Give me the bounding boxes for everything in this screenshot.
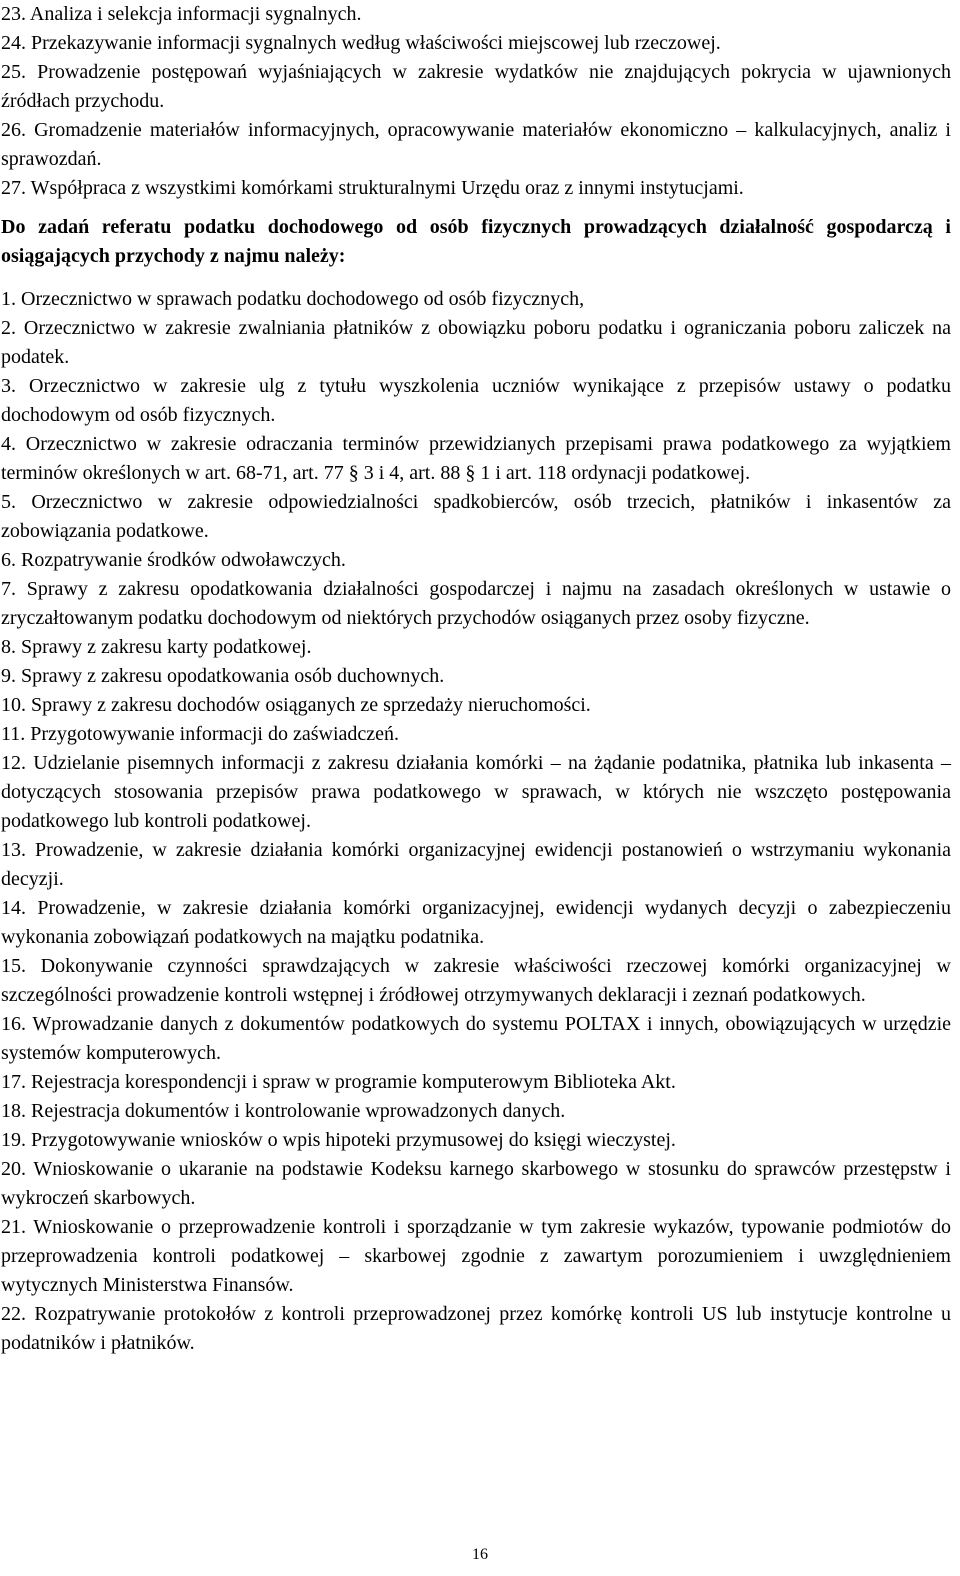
referat-task-list <box>1 285 951 1358</box>
list-item: 17. Rejestracja korespondencji i spraw w programie komputerowym Biblioteka Akt. <box>1 1071 676 1093</box>
list-item: 16. Wprowadzanie danych z dokumentów podatkowych do systemu POLTAX i innych, obowiązujących w urzędzie systemów komputerowych. <box>1 1013 951 1064</box>
list-item: 12. Udzielanie pisemnych informacji z zakresu działania komórki – na żądanie podatnika, płatnika lub inkasenta – dotyczących stosowania przepisów prawa podatkowego w sprawach, w których nie wszczęto postępowania podatkowego lub kontroli podatkowej. <box>1 752 951 832</box>
list-item: 24. Przekazywanie informacji sygnalnych według właściwości miejscowej lub rzeczowej. <box>1 32 721 54</box>
list-item: 7. Sprawy z zakresu opodatkowania działalności gospodarczej i najmu na zasadach określonych w ustawie o zryczałtowanym podatku dochodowym od niektórych przychodów osiąganych przez osoby fizyczne. <box>1 578 951 629</box>
list-item: 2. Orzecznictwo w zakresie zwalniania płatników z obowiązku poboru podatku i ograniczania poboru zaliczek na podatek. <box>1 317 951 368</box>
list-item: 23. Analiza i selekcja informacji sygnalnych. <box>1 3 362 25</box>
document-page <box>1 0 951 1358</box>
page-number: 16 <box>472 1546 488 1563</box>
list-item: 8. Sprawy z zakresu karty podatkowej. <box>1 636 312 658</box>
list-item: 20. Wnioskowanie o ukaranie na podstawie Kodeksu karnego skarbowego w stosunku do sprawców przestępstw i wykroczeń skarbowych. <box>1 1158 951 1209</box>
list-item: 14. Prowadzenie, w zakresie działania komórki organizacyjnej, ewidencji wydanych decyzji o zabezpieczeniu wykonania zobowiązań podatkowych na majątku podatnika. <box>1 897 951 948</box>
section-heading: Do zadań referatu podatku dochodowego od osób fizycznych prowadzących działalność gospodarczą i osiągających przychody z najmu należy: <box>1 216 951 267</box>
list-item: 15. Dokonywanie czynności sprawdzających w zakresie właściwości rzeczowej komórki organizacyjnej w szczególności prowadzenie kontroli wstępnej i źródłowej otrzymywanych deklaracji i zeznań podatkowych. <box>1 955 951 1006</box>
list-item: 22. Rozpatrywanie protokołów z kontroli przeprowadzonej przez komórkę kontroli US lub instytucje kontrolne u podatników i płatników. <box>1 1303 951 1354</box>
list-item: 21. Wnioskowanie o przeprowadzenie kontroli i sporządzanie w tym zakresie wykazów, typowanie podmiotów do przeprowadzenia kontroli podatkowej – skarbowej zgodnie z zawartym porozumieniem i uwzględnieniem wytycznych Ministerstwa Finansów. <box>1 1216 951 1296</box>
list-item: 6. Rozpatrywanie środków odwoławczych. <box>1 549 346 571</box>
list-item: 1. Orzecznictwo w sprawach podatku dochodowego od osób fizycznych, <box>1 288 585 310</box>
list-item: 4. Orzecznictwo w zakresie odraczania terminów przewidzianych przepisami prawa podatkowego za wyjątkiem terminów określonych w art. 68-71, art. 77 § 3 i 4, art. 88 § 1 i art. 118 ordynacji podatkowej. <box>1 433 951 484</box>
list-item: 10. Sprawy z zakresu dochodów osiąganych ze sprzedaży nieruchomości. <box>1 694 591 716</box>
list-item: 9. Sprawy z zakresu opodatkowania osób duchownych. <box>1 665 445 687</box>
list-item: 26. Gromadzenie materiałów informacyjnych, opracowywanie materiałów ekonomiczno – kalkulacyjnych, analiz i sprawozdań. <box>1 119 951 170</box>
list-item: 5. Orzecznictwo w zakresie odpowiedzialności spadkobierców, osób trzecich, płatników i inkasentów za zobowiązania podatkowe. <box>1 491 951 542</box>
list-item: 18. Rejestracja dokumentów i kontrolowanie wprowadzonych danych. <box>1 1100 566 1122</box>
list-item: 19. Przygotowywanie wniosków o wpis hipoteki przymusowej do księgi wieczystej. <box>1 1129 676 1151</box>
task-list-continued <box>1 0 951 203</box>
list-item: 3. Orzecznictwo w zakresie ulg z tytułu wyszkolenia uczniów wynikające z przepisów ustawy o podatku dochodowym od osób fizycznych. <box>1 375 951 426</box>
list-item: 27. Współpraca z wszystkimi komórkami strukturalnymi Urzędu oraz z innymi instytucjami. <box>1 177 744 199</box>
list-item: 11. Przygotowywanie informacji do zaświadczeń. <box>1 723 400 745</box>
list-item: 13. Prowadzenie, w zakresie działania komórki organizacyjnej ewidencji postanowień o wstrzymaniu wykonania decyzji. <box>1 839 951 890</box>
list-item: 25. Prowadzenie postępowań wyjaśniających w zakresie wydatków nie znajdujących pokrycia w ujawnionych źródłach przychodu. <box>1 61 951 112</box>
